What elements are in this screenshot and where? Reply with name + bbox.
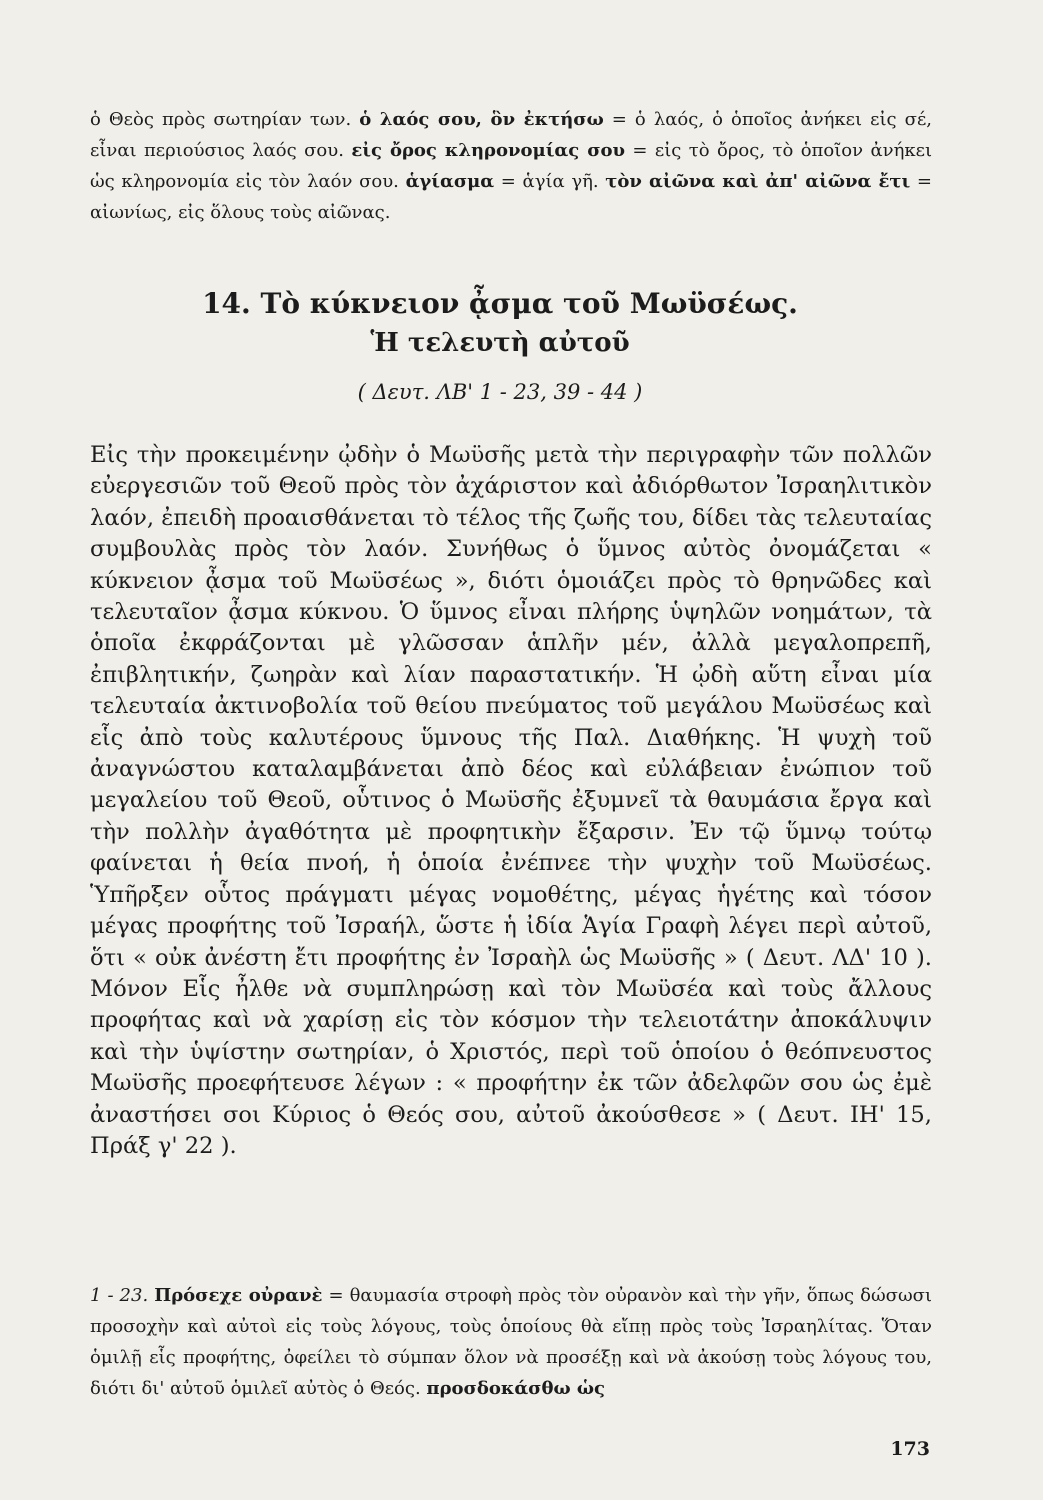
- intro-text-1: ὁ Θεὸς πρὸς σωτηρίαν των.: [90, 109, 360, 130]
- note-text: = θαυμασία στροφὴ πρὸς τὸν οὐρανὸν καὶ τὴν γῆν, ὅπως δώσωσι προσοχὴν καὶ αὐτοὶ εἰς τοὺς λόγους, τοὺς ὁποίους θὰ εἴπῃ πρὸς τοὺς Ἰσραηλίτας. Ὅταν ὁμιλῇ εἷς προφήτης, ὀφείλει τὸ σύμπαν ὅλον νὰ προσέξῃ καὶ νὰ ἀκούσῃ τοὺς λόγους του, διότι δι' αὐτοῦ ὁμιλεῖ αὐτὸς ὁ Θεός.: [90, 1285, 932, 1399]
- section-subtitle: Ἡ τελευτὴ αὐτοῦ: [370, 328, 630, 358]
- intro-term-4: τὸν αἰῶνα καὶ ἀπ' αἰῶνα ἔτι: [605, 171, 911, 192]
- intro-term-2: εἰς ὄρος κληρονομίας σου: [351, 140, 625, 161]
- body-paragraph: Εἰς τὴν προκειμένην ᾠδὴν ὁ Μωϋσῆς μετὰ τὴν περιγραφὴν τῶν πολλῶν εὐεργεσιῶν τοῦ Θεοῦ πρὸς τὸν ἀχάριστον καὶ ἀδιόρθωτον Ἰσραηλιτικὸν λαόν, ἐπειδὴ προαισθάνεται τὸ τέλος τῆς ζωῆς του, δίδει τὰς τελευταίας συμβουλὰς πρὸς τὸν λαόν. Συνήθως ὁ ὕμνος αὐτὸς ὀνομάζεται « κύκνειον ᾆσμα τοῦ Μωϋσέως », διότι ὁμοιάζει πρὸς τὸ θρηνῶδες καὶ τελευταῖον ᾆσμα κύκνου. Ὁ ὕμνος εἶναι πλήρης ὑψηλῶν νοημάτων, τὰ ὁποῖα ἐκφράζονται μὲ γλῶσσαν ἁπλῆν μέν, ἀλλὰ μεγαλοπρεπῆ, ἐπιβλητικήν, ζωηρὰν καὶ λίαν παραστατικήν. Ἡ ᾠδὴ αὕτη εἶναι μία τελευταία ἀκτινοβολία τοῦ θείου πνεύματος τοῦ μεγάλου Μωϋσέως καὶ εἷς ἀπὸ τοὺς καλυτέρους ὕμνους τῆς Παλ. Διαθήκης. Ἡ ψυχὴ τοῦ ἀναγνώστου καταλαμβάνεται ἀπὸ δέος καὶ εὐλάβειαν ἐνώπιον τοῦ μεγαλείου τοῦ Θεοῦ, οὗτινος ὁ Μωϋσῆς ἐξυμνεῖ τὰ θαυμάσια ἔργα καὶ τὴν πολλὴν ἀγαθότητα μὲ προφητικὴν ἔξαρσιν. Ἐν τῷ ὕμνῳ τούτῳ φαίνεται ἡ θεία πνοή, ἡ ὁποία ἐνέπνεε τὴν ψυχὴν τοῦ Μωϋσέως. Ὑπῆρξεν οὗτος πράγματι μέγας νομοθέτης, μέγας ἡγέτης καὶ τόσον μέγας προφήτης τοῦ Ἰσραήλ, ὥστε ἡ ἰδία Ἁγία Γραφὴ λέγει περὶ αὐτοῦ, ὅτι « οὐκ ἀνέστη ἔτι προφήτης ἐν Ἰσραὴλ ὡς Μωϋσῆς » ( Δευτ. ΛΔ' 10 ). Μόνον Εἷς ἦλθε νὰ συμπληρώσῃ καὶ τὸν Μωϋσέα καὶ τοὺς ἄλλους προφήτας καὶ νὰ χαρίσῃ εἰς τὸν κόσμον τὴν τελειοτάτην ἀποκάλυψιν καὶ τὴν ὑψίστην σωτηρίαν, ὁ Χριστός, περὶ τοῦ ὁποίου ὁ θεόπνευστος Μωϋσῆς προεφήτευσε λέγων : « προφήτην ἐκ τῶν ἀδελφῶν σου ὡς ἐμὲ ἀναστήσει σοι Κύριος ὁ Θεός σου, αὐτοῦ ἀκούσθεσε » ( Δευτ. ΙΗ' 15, Πράξ γ' 22 ).: [90, 442, 932, 1159]
- section-heading: [150, 284, 850, 362]
- note-verse-ref: 1 - 23.: [90, 1285, 149, 1306]
- page-number: 173: [890, 1438, 930, 1460]
- commentary-note: [90, 1280, 932, 1404]
- intro-term-1: ὁ λαός σου, ὃν ἐκτήσω: [359, 109, 604, 130]
- section-title: 14. Τὸ κύκνειον ᾆσμα τοῦ Μωϋσέως.: [202, 287, 798, 320]
- intro-text-4: = ἁγία γῆ.: [494, 171, 606, 192]
- intro-text-2: = ὁ λαός, ὁ ὁποῖος ἀνήκει εἰς σέ, εἶναι περιούσιος λαός σου.: [90, 109, 932, 161]
- intro-text-3: = εἰς τὸ ὄρος, τὸ ὁποῖον ἀνήκει ὡς κληρονομία εἰς τὸν λαόν σου.: [90, 140, 932, 192]
- intro-paragraph: [90, 104, 932, 228]
- intro-text-5: = αἰωνίως, εἰς ὅλους τοὺς αἰῶνας.: [90, 171, 932, 223]
- intro-term-3: ἁγίασμα: [405, 171, 495, 192]
- scripture-reference: ( Δευτ. ΛΒ' 1 - 23, 39 - 44 ): [357, 380, 643, 404]
- main-body: [90, 440, 932, 1162]
- note-term-2: προσδοκάσθω ὡς: [426, 1378, 605, 1399]
- note-term-1: Πρόσεχε οὐρανὲ: [154, 1285, 323, 1306]
